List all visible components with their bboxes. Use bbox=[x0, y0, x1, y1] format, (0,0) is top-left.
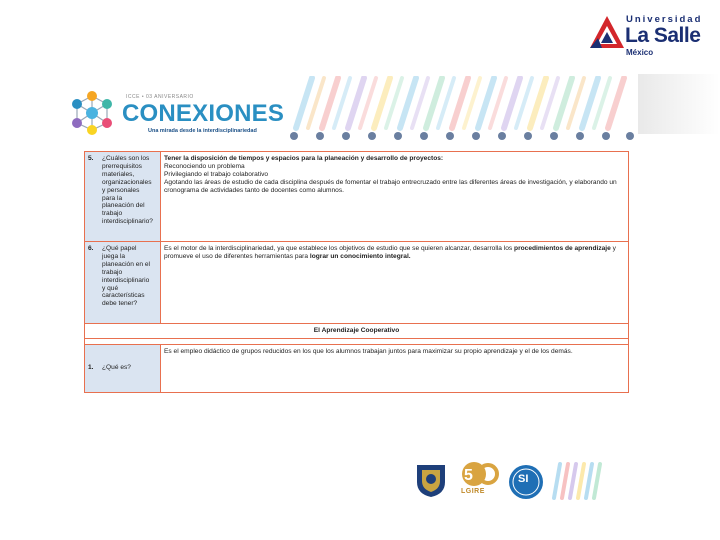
answer-line: Tener la disposición de tiempos y espacios para la planeación y desarrollo de proyectos: bbox=[164, 155, 444, 162]
si-label: SI bbox=[518, 473, 529, 485]
question-number: 5. bbox=[88, 155, 94, 162]
university-logo bbox=[588, 12, 706, 58]
question-cell bbox=[85, 242, 161, 324]
unam-shield-icon bbox=[414, 462, 448, 498]
content-table bbox=[84, 151, 629, 393]
question-number: 1. bbox=[88, 364, 94, 372]
answer-line: Privilegiando el trabajo colaborativo bbox=[164, 170, 269, 178]
lgire-label: LGIRE bbox=[461, 488, 485, 495]
answer-cell bbox=[161, 242, 629, 324]
question-text: ¿Cuáles son los prerrequisitos materiales, organizacionales y personales para la planeación del trabajo interdisciplinario? bbox=[102, 155, 153, 226]
university-country: México bbox=[626, 48, 654, 57]
answer-cell bbox=[161, 152, 629, 242]
question-cell bbox=[85, 344, 161, 392]
question-text: ¿Qué papel juega la planeación en el trabajo interdisciplinario y qué características debe tener? bbox=[102, 245, 151, 308]
answer-text: Es el motor de la interdisciplinariedad, ya que establece los objetivos de estudio que se quieren alcanzar, desarrolla los bbox=[164, 245, 515, 252]
banner-subtitle: Una mirada desde la interdisciplinariedad bbox=[148, 128, 257, 134]
decorative-stripes bbox=[288, 76, 636, 144]
answer-line: Reconociendo un problema bbox=[164, 162, 245, 170]
panel-shadow bbox=[638, 74, 720, 134]
banner-kicker: ICCE • 03 ANIVERSARIO bbox=[126, 94, 194, 100]
question-number: 6. bbox=[88, 245, 94, 252]
section-title: El Aprendizaje Cooperativo bbox=[85, 324, 629, 339]
conexiones-banner bbox=[68, 90, 288, 136]
la-salle-star-icon bbox=[588, 14, 626, 52]
answer-line: Agotando las áreas de estudio de cada disciplina después de fomentar el trabajo entrecruzado entre las diferentes áreas de investigación, y elaborando un cronograma de actividades tanto de docentes como alumnos. bbox=[164, 178, 617, 194]
svg-text:5: 5 bbox=[464, 467, 473, 484]
answer-cell: Es el empleo didáctico de grupos reducidos en los que los alumnos trabajan juntos para maximizar su propio aprendizaje y el de los demás. bbox=[161, 344, 629, 392]
question-cell bbox=[85, 152, 161, 242]
network-molecule-icon bbox=[68, 90, 116, 136]
section-header-row bbox=[85, 324, 629, 339]
answer-emphasis: procedimientos de aprendizaje bbox=[514, 245, 611, 252]
university-name: La Salle bbox=[625, 24, 701, 47]
table-row bbox=[85, 344, 629, 392]
banner-title: CONEXIONES bbox=[122, 100, 285, 127]
university-label: Universidad bbox=[626, 14, 703, 25]
table-row bbox=[85, 242, 629, 324]
answer-emphasis: lograr un conocimiento integral. bbox=[309, 252, 411, 260]
table-row bbox=[85, 152, 629, 242]
conexiones-stripes-icon bbox=[550, 462, 602, 500]
question-text: ¿Qué es? bbox=[102, 364, 131, 372]
partner-logos bbox=[414, 460, 604, 502]
answer-text: y promueve el uso de diferentes herramientas para bbox=[164, 245, 616, 260]
